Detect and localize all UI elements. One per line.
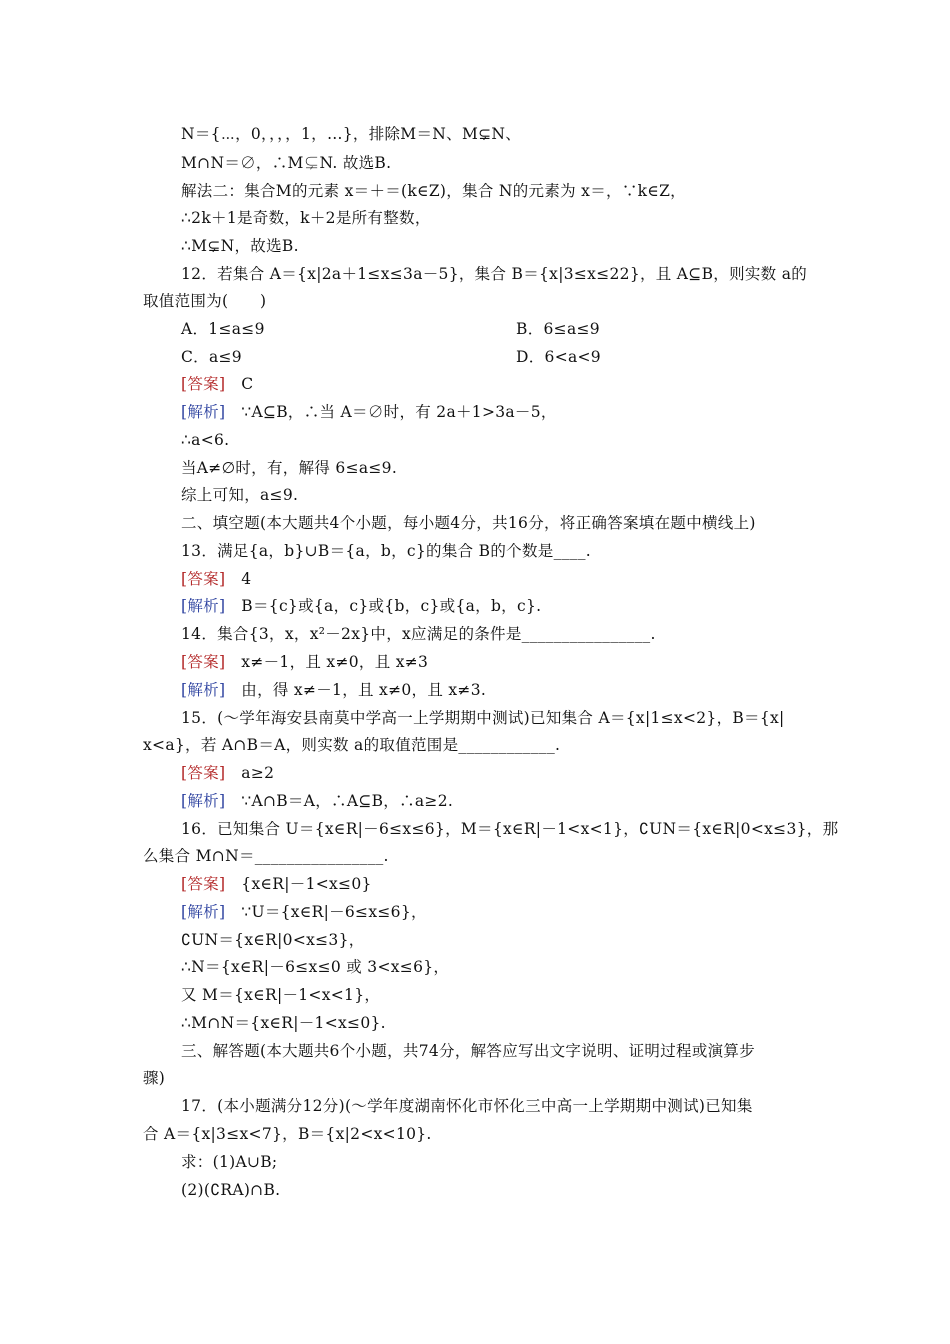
section-heading: 二、填空题(本大题共4个小题，每小题4分，共16分，将正确答案填在题中横线上) (181, 514, 756, 532)
text-line: ∴2k＋1是奇数，k＋2是所有整数， (181, 209, 431, 227)
question-17: 17．(本小题满分12分)(～学年度湖南怀化市怀化三中高一上学期期中测试)已知集 (181, 1097, 753, 1115)
section-heading: 三、解答题(本大题共6个小题，共74分，解答应写出文字说明、证明过程或演算步 (181, 1042, 756, 1060)
analysis-line (181, 680, 486, 700)
text-line: 骤) (143, 1069, 166, 1087)
answer-line (181, 652, 428, 672)
option-c: C．a≤9 (181, 348, 242, 366)
analysis-line (181, 402, 557, 422)
question-16: 16．已知集合 U＝{x∈R|－6≤x≤6}，M＝{x∈R|－1<x<1}，∁UN＝{x∈R|0<x≤3}，那 (181, 820, 839, 838)
analysis-tag: [解析] (181, 597, 226, 615)
analysis-line (181, 596, 541, 616)
analysis-tag: [解析] (181, 403, 226, 421)
question-12: 12．若集合 A＝{x|2a＋1≤x≤3a－5}，集合 B＝{x|3≤x≤22}，且 A⊆B，则实数 a的 (181, 265, 808, 283)
text-line: N＝{⋯，0，，，，1，…}，排除M＝N、M⊊N、 (181, 125, 522, 143)
text-line: 合 A＝{x|3≤x<7}，B＝{x|2<x<10}. (143, 1125, 432, 1143)
answer-tag: [答案] (181, 653, 226, 671)
option-b: B．6≤a≤9 (516, 320, 600, 338)
text-line: M∩N＝∅，∴M⊊N. 故选B. (181, 154, 392, 172)
answer-text: {x∈R|－1<x≤0} (241, 875, 372, 893)
text-line: ∁UN＝{x∈R|0<x≤3}， (181, 931, 365, 949)
answer-text: a≥2 (241, 764, 275, 782)
analysis-line (181, 902, 427, 922)
text-line: 当A≠∅时，有，解得 6≤a≤9. (181, 459, 398, 477)
text-line: ∴M⊊N，故选B. (181, 237, 299, 255)
answer-line (181, 763, 274, 783)
text-line: 求：(1)A∪B; (181, 1153, 278, 1171)
analysis-text: ∵U＝{x∈R|－6≤x≤6}， (241, 903, 427, 921)
answer-tag: [答案] (181, 764, 226, 782)
answer-line (181, 374, 253, 394)
text-line: x<a}，若 A∩B＝A，则实数 a的取值范围是____________. (143, 736, 561, 754)
question-13: 13．满足{a，b}∪B＝{a，b，c}的集合 B的个数是____. (181, 542, 591, 560)
answer-tag: [答案] (181, 875, 226, 893)
text-line: 解法二：集合M的元素 x＝＋＝(k∈Z)，集合 N的元素为 x＝，∵k∈Z， (181, 182, 686, 200)
analysis-tag: [解析] (181, 681, 226, 699)
text-line: 又 M＝{x∈R|－1<x<1}， (181, 986, 381, 1004)
option-a: A．1≤a≤9 (181, 320, 265, 338)
option-d: D．6<a<9 (516, 348, 601, 366)
answer-text: x≠－1，且 x≠0，且 x≠3 (241, 653, 429, 671)
analysis-line (181, 791, 453, 811)
text-line: 取值范围为( ) (143, 292, 267, 310)
analysis-text: B＝{c}或{a，c}或{b，c}或{a，b，c}. (241, 597, 542, 615)
text-line: ∴M∩N＝{x∈R|－1<x≤0}. (181, 1014, 386, 1032)
text-line: ∴a<6. (181, 431, 230, 449)
analysis-tag: [解析] (181, 792, 226, 810)
text-line: 综上可知，a≤9. (181, 486, 299, 504)
answer-line (181, 874, 372, 894)
analysis-text: ∵A⊆B，∴当 A＝∅时，有 2a＋1>3a－5， (241, 403, 557, 421)
question-14: 14．集合{3，x，x²－2x}中，x应满足的条件是________________. (181, 625, 656, 643)
text-line: (2)(∁RA)∩B. (181, 1181, 281, 1199)
answer-tag: [答案] (181, 570, 226, 588)
answer-text: C (241, 375, 254, 393)
analysis-text: 由，得 x≠－1，且 x≠0，且 x≠3. (241, 681, 487, 699)
analysis-tag: [解析] (181, 903, 226, 921)
answer-tag: [答案] (181, 375, 226, 393)
answer-line (181, 569, 251, 589)
question-15: 15．(～学年海安县南莫中学高一上学期期中测试)已知集合 A＝{x|1≤x<2}，B＝{x| (181, 709, 785, 727)
text-line: 么集合 M∩N＝________________. (143, 847, 389, 865)
analysis-text: ∵A∩B＝A，∴A⊆B，∴a≥2. (241, 792, 454, 810)
answer-text: 4 (241, 570, 252, 588)
text-line: ∴N＝{x∈R|－6≤x≤0 或 3<x≤6}， (181, 958, 450, 976)
